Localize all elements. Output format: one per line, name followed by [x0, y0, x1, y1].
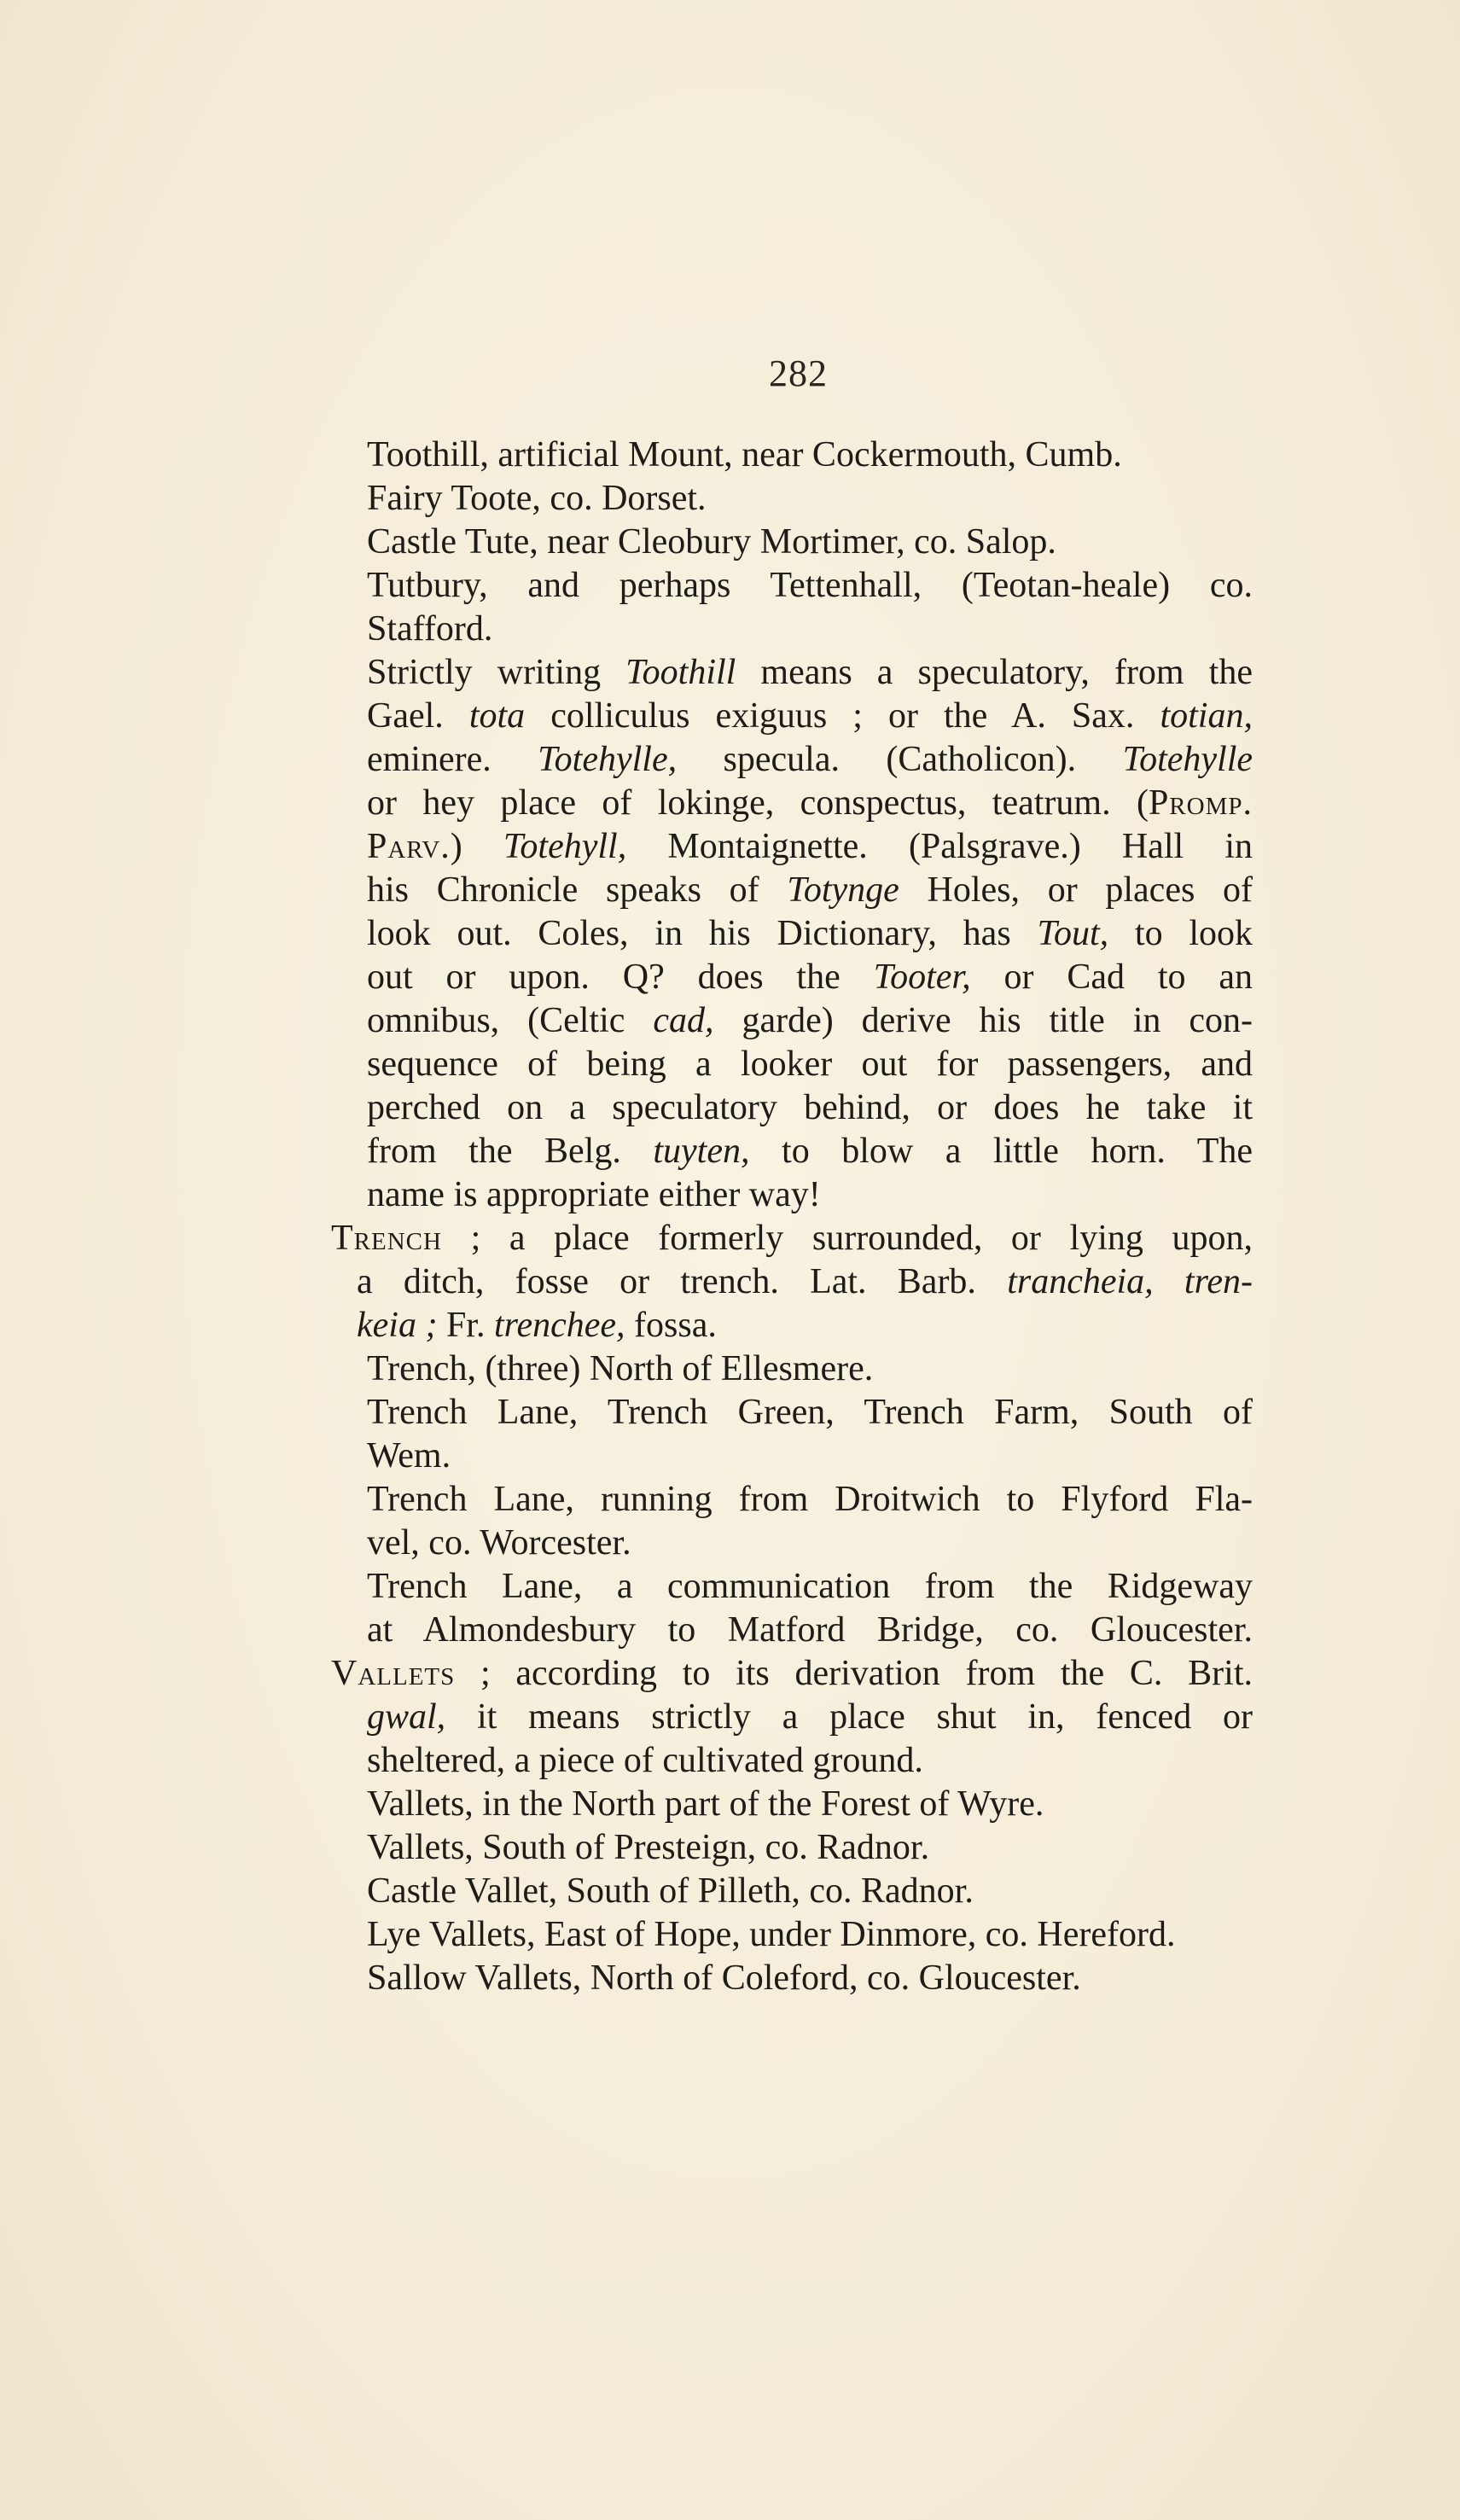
- entry-headword: Vallets: [331, 1654, 456, 1693]
- italic-term: Totehyll,: [503, 827, 627, 866]
- text-segment: Wem.: [367, 1436, 451, 1475]
- page-number: 282: [769, 352, 828, 394]
- text-segment: Sallow Vallets, North of Coleford, co. Gloucester.: [367, 1958, 1081, 1998]
- text-segment: ): [450, 827, 503, 866]
- italic-term: Totehylle: [1122, 740, 1254, 779]
- italic-term: Tooter,: [873, 957, 971, 997]
- text-segment: to look: [1108, 914, 1254, 953]
- text-segment: Trench Lane, Trench Green, Trench Farm, South of: [367, 1393, 1253, 1432]
- text-segment: fossa.: [625, 1306, 717, 1345]
- text-line: [331, 477, 1253, 521]
- text-line: [331, 1739, 1253, 1783]
- text-segment: Toothill, artificial Mount, near Cockermouth, Cumb.: [367, 435, 1122, 474]
- text-line: [331, 1783, 1253, 1826]
- entry-headword: Promp.: [1148, 783, 1253, 823]
- text-segment: Strictly writing: [367, 653, 626, 692]
- italic-term: totian,: [1160, 696, 1253, 736]
- text-line: [331, 999, 1253, 1043]
- text-segment: his Chronicle speaks of: [367, 870, 788, 910]
- italic-term: Toothill: [625, 653, 736, 692]
- text-line: [331, 1043, 1253, 1086]
- text-line: [331, 912, 1253, 956]
- text-segment: to blow a little horn. The: [749, 1132, 1253, 1171]
- text-line: [331, 1478, 1253, 1522]
- text-line: [331, 521, 1253, 564]
- text-line: [331, 1913, 1253, 1957]
- text-line: [331, 1086, 1253, 1130]
- text-segment: or hey place of lokinge, conspectus, teatrum. (: [367, 783, 1149, 823]
- italic-term: Totehylle,: [538, 740, 678, 779]
- text-line: [331, 1435, 1253, 1478]
- text-segment: look out. Coles, in his Dictionary, has: [367, 914, 1038, 953]
- text-line: [331, 1957, 1253, 2000]
- italic-term: trancheia,: [1007, 1262, 1154, 1301]
- text-line: [331, 564, 1253, 608]
- text-segment: sheltered, a piece of cultivated ground.: [367, 1741, 923, 1780]
- text-segment: ; according to its derivation from the C. Brit.: [455, 1654, 1253, 1693]
- italic-term: Totynge: [787, 870, 899, 910]
- text-line: [331, 1522, 1253, 1565]
- text-line: [331, 608, 1253, 651]
- text-segment: Stafford.: [367, 609, 493, 649]
- text-segment: from the Belg.: [367, 1132, 654, 1171]
- body-text: [331, 434, 1253, 2000]
- text-segment: means a speculatory, from the: [736, 653, 1253, 692]
- text-segment: Fr.: [437, 1306, 494, 1345]
- text-line: [331, 782, 1253, 825]
- text-line: [331, 1347, 1253, 1391]
- text-line: [331, 738, 1253, 782]
- text-line: [331, 1130, 1253, 1173]
- text-segment: sequence of being a looker out for passengers, and: [367, 1045, 1253, 1084]
- text-segment: it means strictly a place shut in, fenced or: [445, 1697, 1253, 1737]
- text-line: [331, 1609, 1253, 1652]
- text-line: [331, 1391, 1253, 1435]
- text-segment: or Cad to an: [970, 957, 1253, 997]
- text-segment: ; a place formerly surrounded, or lying upon,: [441, 1219, 1253, 1258]
- entry-headword: Parv.: [367, 827, 451, 866]
- text-line: [331, 1652, 1253, 1696]
- text-segment: name is appropriate either way!: [367, 1175, 821, 1214]
- italic-term: Tout,: [1037, 914, 1109, 953]
- text-segment: Gael.: [367, 696, 469, 736]
- italic-term: cad,: [653, 1001, 714, 1040]
- italic-term: keia ;: [357, 1306, 438, 1345]
- text-segment: Holes, or places of: [899, 870, 1253, 910]
- text-line: [331, 1696, 1253, 1739]
- italic-term: tota: [468, 696, 526, 736]
- text-segment: omnibus, (Celtic: [367, 1001, 654, 1040]
- text-line: [331, 695, 1253, 738]
- text-line: [331, 1870, 1253, 1913]
- entry-headword: Trench: [331, 1219, 442, 1258]
- text-line: [331, 1826, 1253, 1870]
- text-line: [331, 1304, 1253, 1347]
- text-segment: Montaignette. (Palsgrave.) Hall in: [626, 827, 1253, 866]
- text-segment: Fairy Toote, co. Dorset.: [367, 479, 707, 518]
- text-segment: Tutbury, and perhaps Tettenhall, (Teotan-heale) co.: [367, 566, 1253, 605]
- italic-term: tren-: [1184, 1262, 1253, 1301]
- text-segment: out or upon. Q? does the: [367, 957, 874, 997]
- text-segment: Trench Lane, running from Droitwich to Flyford Fla-: [367, 1480, 1253, 1519]
- text-segment: a ditch, fosse or trench. Lat. Barb.: [357, 1262, 1008, 1301]
- text-segment: perched on a speculatory behind, or does he take it: [367, 1088, 1253, 1127]
- text-line: [331, 1260, 1253, 1304]
- text-segment: Vallets, in the North part of the Forest of Wyre.: [367, 1784, 1044, 1824]
- text-line: [331, 651, 1253, 695]
- text-segment: [1154, 1262, 1184, 1301]
- text-line: [331, 434, 1253, 477]
- text-segment: colliculus exiguus ; or the A. Sax.: [525, 696, 1160, 736]
- text-segment: eminere.: [367, 740, 538, 779]
- text-segment: garde) derive his title in con-: [713, 1001, 1253, 1040]
- text-segment: Trench, (three) North of Ellesmere.: [367, 1349, 874, 1388]
- italic-term: gwal,: [367, 1697, 446, 1737]
- text-segment: at Almondesbury to Matford Bridge, co. Gloucester.: [367, 1610, 1253, 1650]
- text-line: [331, 1565, 1253, 1609]
- text-segment: specula. (Catholicon).: [677, 740, 1123, 779]
- text-segment: vel, co. Worcester.: [367, 1523, 631, 1563]
- text-line: [331, 1173, 1253, 1217]
- text-line: [331, 1217, 1253, 1260]
- text-segment: Trench Lane, a communication from the Ridgeway: [367, 1567, 1253, 1606]
- text-segment: Castle Vallet, South of Pilleth, co. Radnor.: [367, 1871, 974, 1911]
- text-line: [331, 869, 1253, 912]
- italic-term: trenchee,: [493, 1306, 625, 1345]
- text-segment: Lye Vallets, East of Hope, under Dinmore, co. Hereford.: [367, 1915, 1176, 1954]
- text-line: [331, 956, 1253, 999]
- text-segment: Vallets, South of Presteign, co. Radnor.: [367, 1828, 930, 1867]
- text-line: [331, 825, 1253, 869]
- text-segment: Castle Tute, near Cleobury Mortimer, co. Salop.: [367, 522, 1056, 562]
- italic-term: tuyten,: [653, 1132, 750, 1171]
